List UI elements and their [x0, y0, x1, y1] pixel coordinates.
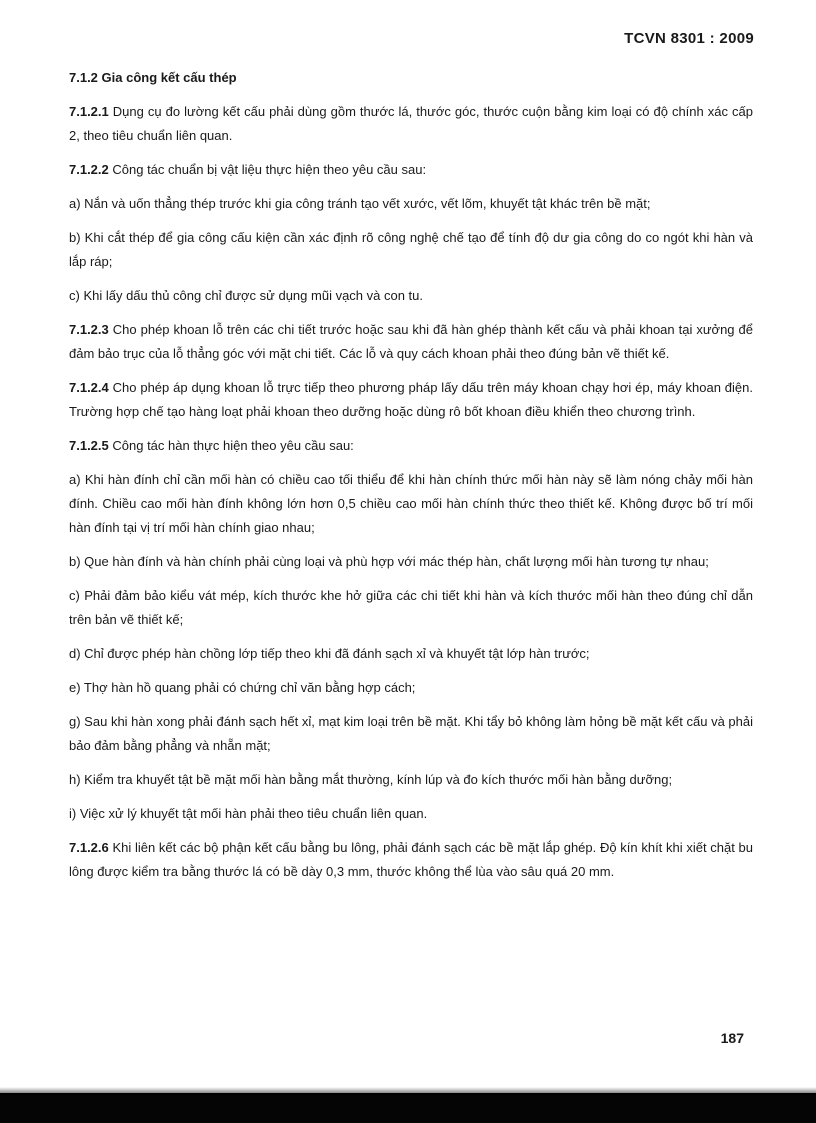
clause-7-1-2-1	[69, 100, 753, 148]
clause-number: 7.1.2.5	[69, 438, 109, 453]
list-item: a) Nắn và uốn thẳng thép trước khi gia công tránh tạo vết xước, vết lõm, khuyết tật khác trên bề mặt;	[69, 196, 651, 211]
clause-number: 7.1.2.2	[69, 162, 109, 177]
clause-text: Cho phép khoan lỗ trên các chi tiết trước hoặc sau khi đã hàn ghép thành kết cấu và phải khoan tại xưởng để đảm bảo trục của lỗ thẳng góc với mặt chi tiết. Các lỗ và quy cách khoan phải theo đúng bản vẽ thiết kế.	[69, 322, 753, 361]
list-item: h) Kiểm tra khuyết tật bề mặt mối hàn bằng mắt thường, kính lúp và đo kích thước mối hàn bằng dưỡng;	[69, 772, 673, 787]
list-item: b) Khi cắt thép để gia công cấu kiện cần xác định rõ công nghệ chế tạo để tính độ dư gia công do co ngót khi hàn và lắp ráp;	[69, 230, 753, 269]
clause-number: 7.1.2.3	[69, 322, 109, 337]
page-number: 187	[720, 1030, 744, 1046]
scan-bottom-edge	[0, 1093, 816, 1123]
list-item: g) Sau khi hàn xong phải đánh sạch hết xỉ, mạt kim loại trên bề mặt. Khi tẩy bỏ không làm hỏng bề mặt kết cấu và phải bảo đảm bằng phẳng và nhẵn mặt;	[69, 714, 753, 753]
list-item: c) Khi lấy dấu thủ công chỉ được sử dụng mũi vạch và con tu.	[69, 288, 424, 303]
clause-text: Công tác hàn thực hiện theo yêu cầu sau:	[108, 438, 354, 453]
clause-text: Dụng cụ đo lường kết cấu phải dùng gồm thước lá, thước góc, thước cuộn bằng kim loại có độ chính xác cấp 2, theo tiêu chuẩn liên quan.	[69, 104, 753, 143]
clause-text: Công tác chuẩn bị vật liệu thực hiện theo yêu cầu sau:	[108, 162, 427, 177]
clause-text: Khi liên kết các bộ phận kết cấu bằng bu lông, phải đánh sạch các bề mặt lắp ghép. Độ kín khít khi xiết chặt bu lông được kiểm tra bằng thước lá có bề dày 0,3 mm, thước không thể lùa vào sâu quá 20 mm.	[69, 840, 753, 879]
clause-number: 7.1.2.1	[69, 104, 109, 119]
clause-7-1-2-4	[69, 376, 753, 424]
list-item: e) Thợ hàn hồ quang phải có chứng chỉ văn bằng hợp cách;	[69, 680, 416, 695]
list-item: a) Khi hàn đính chỉ cần mối hàn có chiều cao tối thiểu để khi hàn chính thức mối hàn này sẽ làm nóng chảy mối hàn đính. Chiều cao mối hàn đính không lớn hơn 0,5 chiều cao mối hàn chính thức theo thiết kế. Không được bố trí mối hàn đính tại vị trí mối hàn chính giao nhau;	[69, 472, 753, 535]
section-heading: 7.1.2 Gia công kết cấu thép	[69, 70, 237, 85]
clause-7-1-2-5	[69, 434, 753, 458]
clause-text: Cho phép áp dụng khoan lỗ trực tiếp theo phương pháp lấy dấu trên máy khoan chạy hơi ép, máy khoan điện. Trường hợp chế tạo hàng loạt phải khoan theo dưỡng hoặc dùng rô bốt khoan điều khiển theo chương trình.	[69, 380, 753, 419]
list-item: d) Chỉ được phép hàn chồng lớp tiếp theo khi đã đánh sạch xỉ và khuyết tật lớp hàn trước;	[69, 646, 590, 661]
list-item: c) Phải đảm bảo kiểu vát mép, kích thước khe hở giữa các chi tiết khi hàn và kích thước mối hàn theo đúng chỉ dẫn trên bản vẽ thiết kế;	[69, 588, 753, 627]
clause-7-1-2-6	[69, 836, 753, 884]
clause-number: 7.1.2.4	[69, 380, 109, 395]
standard-code: TCVN 8301 : 2009	[624, 30, 754, 47]
list-item: i) Việc xử lý khuyết tật mối hàn phải theo tiêu chuẩn liên quan.	[69, 806, 428, 821]
list-item: b) Que hàn đính và hàn chính phải cùng loại và phù hợp với mác thép hàn, chất lượng mối hàn tương tự nhau;	[69, 554, 709, 569]
document-body	[69, 66, 753, 894]
clause-7-1-2-2	[69, 158, 753, 182]
clause-number: 7.1.2.6	[69, 840, 109, 855]
clause-7-1-2-3	[69, 318, 753, 366]
